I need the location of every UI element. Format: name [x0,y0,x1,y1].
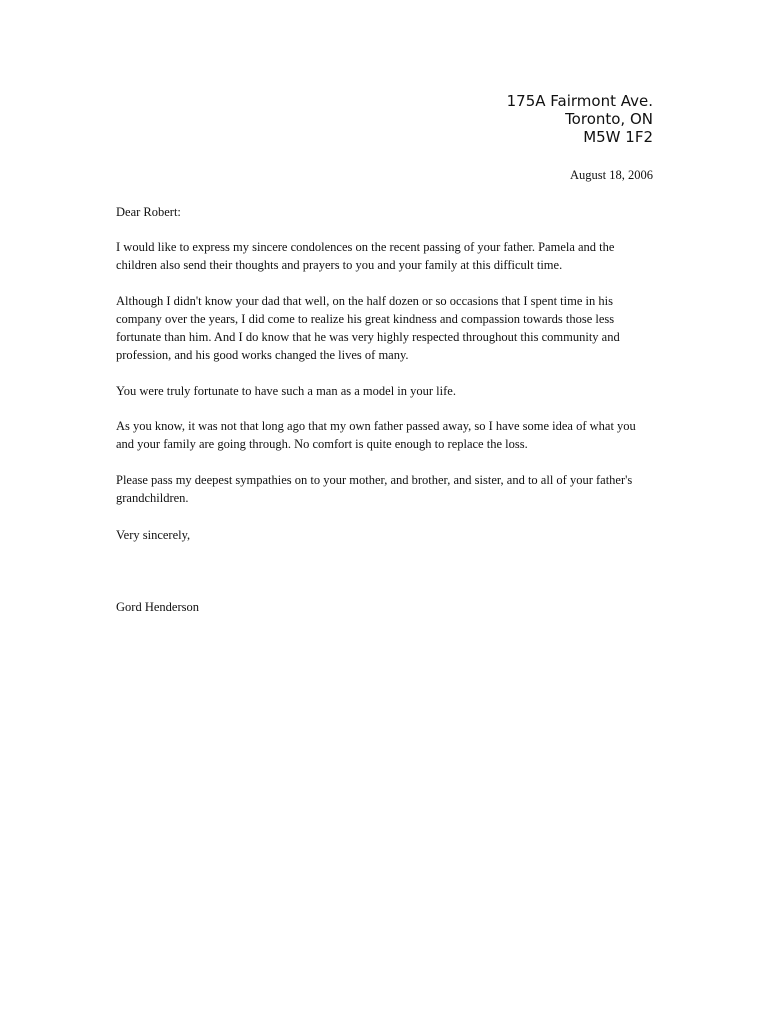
paragraph-2 [116,292,656,364]
paragraph-3 [116,382,656,400]
salutation: Dear Robert: [116,205,181,219]
paragraph-1 [116,238,656,274]
paragraph-5 [116,471,656,507]
address-city: Toronto, ON [565,110,653,128]
address-postal-code: M5W 1F2 [583,128,653,146]
paragraph-line: grandchildren. [116,491,189,505]
paragraph-line: company over the years, I did come to realize his great kindness and compassion towards those less [116,312,615,326]
closing: Very sincerely, [116,528,191,542]
paragraph-line: Please pass my deepest sympathies on to your mother, and brother, and sister, and to all of your father's [116,473,633,487]
paragraph-line: and your family are going through. No comfort is quite enough to replace the loss. [116,437,528,451]
paragraph-line: As you know, it was not that long ago that my own father passed away, so I have some idea of what you [116,419,636,433]
paragraph-line: You were truly fortunate to have such a man as a model in your life. [116,384,456,398]
paragraph-line: Although I didn't know your dad that well, on the half dozen or so occasions that I spent time in his [116,294,613,308]
signature-name: Gord Henderson [116,600,199,614]
paragraph-line: fortunate than him. And I do know that he was very highly respected throughout this community and [116,330,620,344]
address-street: 175A Fairmont Ave. [506,92,653,110]
paragraph-line: children also send their thoughts and prayers to you and your family at this difficult time. [116,258,563,272]
sender-address [507,92,653,146]
paragraph-4 [116,417,656,453]
letter-date: August 18, 2006 [570,168,653,182]
paragraph-line: I would like to express my sincere condolences on the recent passing of your father. Pamela and the [116,240,615,254]
paragraph-line: profession, and his good works changed the lives of many. [116,348,409,362]
